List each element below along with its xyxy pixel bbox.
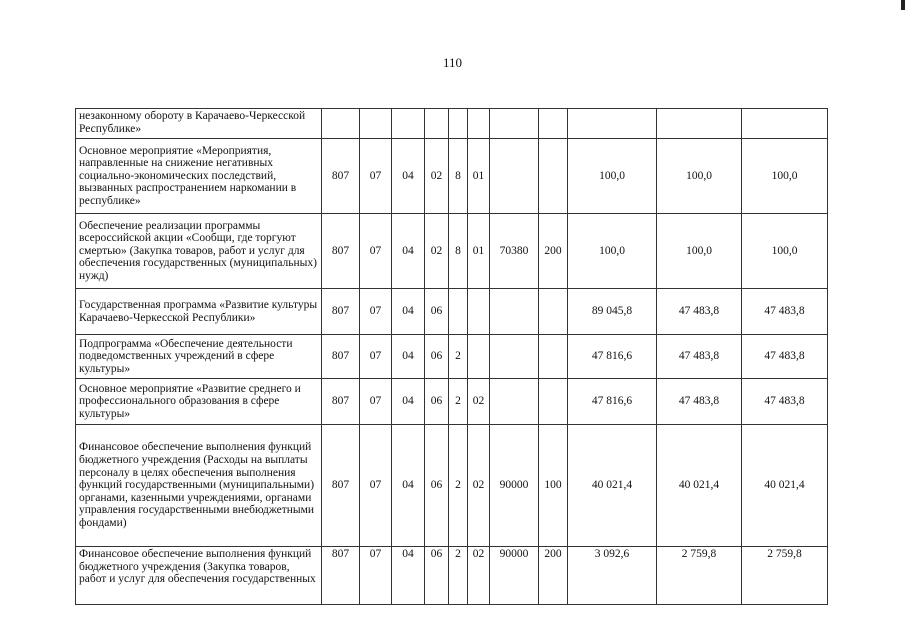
expense-name-cell: Основное мероприятие «Развитие среднего и профессионального образования в сфере культуры» bbox=[76, 379, 322, 425]
table-row bbox=[76, 214, 828, 289]
classification-code-cell: 90000 bbox=[490, 425, 539, 547]
amount-cell: 100,0 bbox=[742, 139, 828, 214]
amount-cell: 47 483,8 bbox=[742, 379, 828, 425]
classification-code-cell: 04 bbox=[392, 547, 425, 605]
expense-name-cell: Финансовое обеспечение выполнения функций бюджетного учреждения (Расходы на выплаты персоналу в целях обеспечения выполнения функций государственными (муниципальными) органами, казенными учреждениями, органами управления государственными внебюджетными фондами) bbox=[76, 425, 322, 547]
classification-code-cell: 07 bbox=[360, 335, 392, 379]
classification-code-cell: 07 bbox=[360, 289, 392, 335]
amount-cell: 2 759,8 bbox=[742, 547, 828, 605]
expense-name-cell: незаконному обороту в Карачаево-Черкесской Республике» bbox=[76, 109, 322, 139]
classification-code-cell bbox=[468, 109, 490, 139]
classification-code-cell bbox=[539, 289, 568, 335]
classification-code-cell: 2 bbox=[449, 379, 468, 425]
classification-code-cell: 100 bbox=[539, 425, 568, 547]
classification-code-cell: 200 bbox=[539, 547, 568, 605]
classification-code-cell: 06 bbox=[425, 379, 449, 425]
classification-code-cell: 02 bbox=[468, 547, 490, 605]
amount-cell: 3 092,6 bbox=[568, 547, 657, 605]
classification-code-cell: 04 bbox=[392, 214, 425, 289]
table-row bbox=[76, 139, 828, 214]
classification-code-cell bbox=[539, 379, 568, 425]
amount-cell: 47 483,8 bbox=[742, 289, 828, 335]
amount-cell: 40 021,4 bbox=[657, 425, 742, 547]
classification-code-cell: 06 bbox=[425, 335, 449, 379]
classification-code-cell: 02 bbox=[468, 379, 490, 425]
expense-name-cell: Государственная программа «Развитие культуры Карачаево-Черкесской Республики» bbox=[76, 289, 322, 335]
classification-code-cell: 807 bbox=[322, 379, 360, 425]
classification-code-cell bbox=[468, 289, 490, 335]
amount-cell: 2 759,8 bbox=[657, 547, 742, 605]
classification-code-cell: 200 bbox=[539, 214, 568, 289]
amount-cell bbox=[657, 109, 742, 139]
classification-code-cell: 07 bbox=[360, 139, 392, 214]
classification-code-cell bbox=[539, 335, 568, 379]
classification-code-cell: 8 bbox=[449, 139, 468, 214]
classification-code-cell: 02 bbox=[425, 214, 449, 289]
expense-name-cell: Финансовое обеспечение выполнения функций бюджетного учреждения (Закупка товаров, работ и услуг для обеспечения государственных bbox=[76, 547, 322, 605]
classification-code-cell: 02 bbox=[425, 139, 449, 214]
page-number: 110 bbox=[442, 55, 463, 70]
amount-cell: 47 816,6 bbox=[568, 379, 657, 425]
amount-cell: 100,0 bbox=[742, 214, 828, 289]
table-row bbox=[76, 425, 828, 547]
classification-code-cell: 2 bbox=[449, 425, 468, 547]
classification-code-cell: 04 bbox=[392, 335, 425, 379]
classification-code-cell: 807 bbox=[322, 214, 360, 289]
amount-cell: 47 816,6 bbox=[568, 335, 657, 379]
amount-cell: 47 483,8 bbox=[657, 289, 742, 335]
classification-code-cell: 07 bbox=[360, 425, 392, 547]
amount-cell: 47 483,8 bbox=[657, 379, 742, 425]
classification-code-cell bbox=[490, 289, 539, 335]
expense-name-cell: Обеспечение реализации программы всероссийской акции «Сообщи, где торгуют смертью» (Закупка товаров, работ и услуг для обеспечения государственных (муниципальных) нужд) bbox=[76, 214, 322, 289]
classification-code-cell bbox=[539, 109, 568, 139]
classification-code-cell: 04 bbox=[392, 379, 425, 425]
amount-cell: 100,0 bbox=[568, 214, 657, 289]
classification-code-cell bbox=[490, 109, 539, 139]
classification-code-cell bbox=[539, 139, 568, 214]
amount-cell bbox=[568, 109, 657, 139]
amount-cell: 89 045,8 bbox=[568, 289, 657, 335]
classification-code-cell: 06 bbox=[425, 289, 449, 335]
classification-code-cell bbox=[490, 379, 539, 425]
amount-cell: 40 021,4 bbox=[568, 425, 657, 547]
classification-code-cell: 04 bbox=[392, 289, 425, 335]
table-row bbox=[76, 335, 828, 379]
amount-cell: 47 483,8 bbox=[657, 335, 742, 379]
amount-cell: 100,0 bbox=[657, 214, 742, 289]
classification-code-cell: 04 bbox=[392, 139, 425, 214]
table-row bbox=[76, 109, 828, 139]
classification-code-cell: 70380 bbox=[490, 214, 539, 289]
expense-name-cell: Подпрограмма «Обеспечение деятельности подведомственных учреждений в сфере культуры» bbox=[76, 335, 322, 379]
classification-code-cell: 06 bbox=[425, 425, 449, 547]
table-row bbox=[76, 289, 828, 335]
classification-code-cell: 07 bbox=[360, 547, 392, 605]
amount-cell bbox=[742, 109, 828, 139]
classification-code-cell bbox=[392, 109, 425, 139]
classification-code-cell bbox=[468, 335, 490, 379]
scan-edge-mark bbox=[901, 0, 905, 10]
classification-code-cell: 01 bbox=[468, 139, 490, 214]
amount-cell: 100,0 bbox=[657, 139, 742, 214]
amount-cell: 40 021,4 bbox=[742, 425, 828, 547]
classification-code-cell: 01 bbox=[468, 214, 490, 289]
classification-code-cell: 807 bbox=[322, 139, 360, 214]
classification-code-cell: 807 bbox=[322, 547, 360, 605]
classification-code-cell bbox=[449, 109, 468, 139]
classification-code-cell: 06 bbox=[425, 547, 449, 605]
classification-code-cell: 2 bbox=[449, 547, 468, 605]
classification-code-cell: 04 bbox=[392, 425, 425, 547]
table-row bbox=[76, 547, 828, 605]
classification-code-cell: 07 bbox=[360, 214, 392, 289]
classification-code-cell: 02 bbox=[468, 425, 490, 547]
table-row bbox=[76, 379, 828, 425]
classification-code-cell: 807 bbox=[322, 289, 360, 335]
classification-code-cell bbox=[425, 109, 449, 139]
amount-cell: 47 483,8 bbox=[742, 335, 828, 379]
classification-code-cell bbox=[490, 335, 539, 379]
classification-code-cell: 90000 bbox=[490, 547, 539, 605]
classification-code-cell bbox=[322, 109, 360, 139]
budget-table bbox=[75, 108, 828, 605]
classification-code-cell: 07 bbox=[360, 379, 392, 425]
classification-code-cell bbox=[490, 139, 539, 214]
classification-code-cell: 8 bbox=[449, 214, 468, 289]
classification-code-cell bbox=[449, 289, 468, 335]
amount-cell: 100,0 bbox=[568, 139, 657, 214]
classification-code-cell bbox=[360, 109, 392, 139]
classification-code-cell: 807 bbox=[322, 335, 360, 379]
classification-code-cell: 807 bbox=[322, 425, 360, 547]
classification-code-cell: 2 bbox=[449, 335, 468, 379]
expense-name-cell: Основное мероприятие «Мероприятия, направленные на снижение негативных социально-экономических последствий, вызванных распространением наркомании в республике» bbox=[76, 139, 322, 214]
